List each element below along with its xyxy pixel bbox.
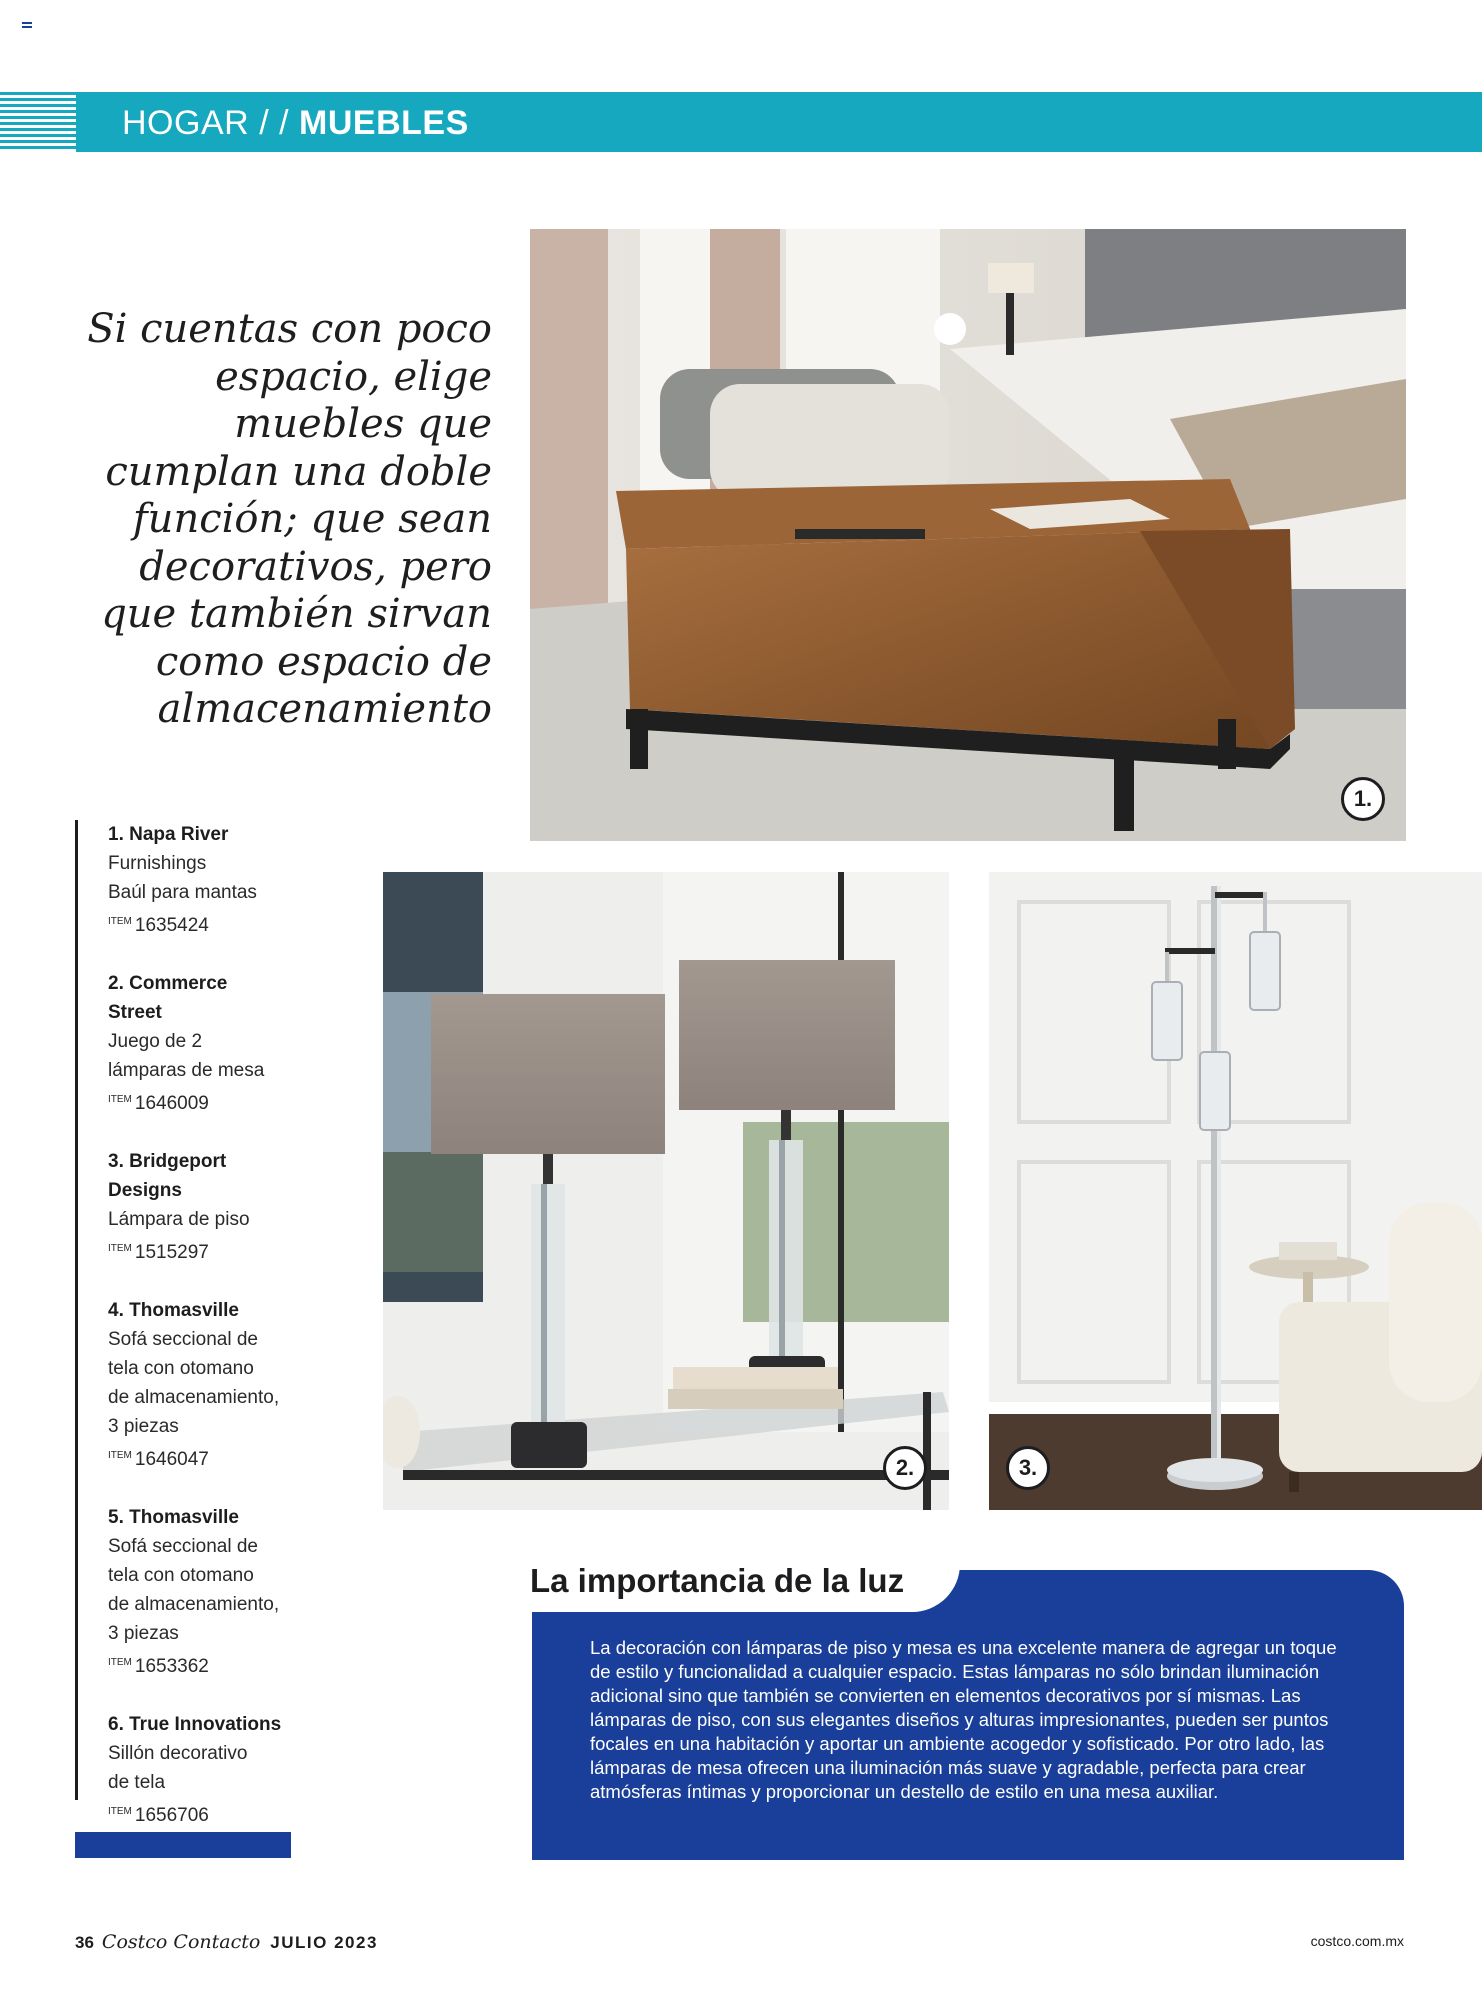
item-number-value: 1646047 <box>134 1449 209 1470</box>
product-desc-line: de tela <box>108 1772 166 1793</box>
photo-1-badge: 1. <box>1341 777 1385 821</box>
product-item-number <box>108 1797 308 1830</box>
product-desc-line: de almacenamiento, <box>108 1387 280 1408</box>
product-item <box>108 1296 308 1474</box>
magazine-name: Costco Contacto <box>101 1931 261 1953</box>
product-item-number <box>108 907 308 940</box>
product-item <box>108 969 308 1118</box>
product-name: 5. Thomasville <box>108 1507 239 1528</box>
light-section-body: La decoración con lámparas de piso y mesa es una excelente manera de agregar un toque de estilo y funcionalidad a cualquier espacio. Estas lámparas no sólo brindan iluminación adicional sino que también se convierten en elementos decorativos por sí mismas. Las lámparas de piso, con sus elegantes diseños y alturas impresionantes, pueden ser puntos focales en una habitación y aportar un ambiente acogedor y sofisticado. Por otro lado, las lámparas de mesa ofrecen una iluminación más suave y agradable, perfecta para crear atmósferas íntimas y proporcionar un destello de estilo en una mesa auxiliar. <box>590 1637 1337 1802</box>
product-list-rule <box>75 820 78 1800</box>
item-number-value: 1656706 <box>134 1805 209 1826</box>
product-name: 2. Commerce Street <box>108 973 228 1023</box>
photo-table-lamps <box>383 872 949 1510</box>
item-label: ITEM <box>108 1450 132 1461</box>
product-desc-line: lámparas de mesa <box>108 1060 265 1081</box>
product-name: 1. Napa River <box>108 824 229 845</box>
item-number-value: 1646009 <box>134 1093 209 1114</box>
item-label: ITEM <box>108 1806 132 1817</box>
product-desc-line: 3 piezas <box>108 1416 179 1437</box>
product-name: 3. Bridgeport Designs <box>108 1151 227 1201</box>
header-section: HOGAR <box>122 104 250 142</box>
product-desc-line: tela con otomano <box>108 1358 254 1379</box>
product-item-number <box>108 1234 308 1267</box>
product-item <box>108 1147 308 1267</box>
item-number-value: 1635424 <box>134 915 209 936</box>
photo-storage-chest <box>530 229 1406 841</box>
product-desc-line: de almacenamiento, <box>108 1594 280 1615</box>
product-item-number <box>108 1085 308 1118</box>
page-number: 36 <box>75 1933 94 1952</box>
pull-quote: Si cuentas con poco espacio, elige muebles que cumplan una doble función; que sean decorativos, pero que también sirvan como espacio de almacenamiento <box>87 306 492 732</box>
header-subsection: MUEBLES <box>299 104 469 142</box>
item-label: ITEM <box>108 1243 132 1254</box>
product-desc-line: tela con otomano <box>108 1565 254 1586</box>
product-item-number <box>108 1648 308 1681</box>
product-desc-line: Lámpara de piso <box>108 1209 250 1230</box>
issue-date: JULIO 2023 <box>270 1933 378 1952</box>
header-separator: / / <box>259 104 290 142</box>
product-item <box>108 1503 308 1681</box>
photo-3-badge: 3. <box>1006 1446 1050 1490</box>
item-number-value: 1653362 <box>134 1656 209 1677</box>
section-header-title <box>122 104 469 143</box>
footer-website: costco.com.mx <box>1310 1933 1404 1949</box>
product-name: 4. Thomasville <box>108 1300 239 1321</box>
product-desc-line: Sillón decorativo <box>108 1743 248 1764</box>
product-list-accent-bar <box>75 1832 291 1858</box>
product-desc-line: 3 piezas <box>108 1623 179 1644</box>
product-item <box>108 820 308 940</box>
product-item <box>108 1710 308 1830</box>
footer-left <box>75 1931 378 1953</box>
product-desc-line: Sofá seccional de <box>108 1536 258 1557</box>
header-stripes <box>0 92 76 152</box>
product-desc-line: Juego de 2 <box>108 1031 203 1052</box>
photo-2-badge: 2. <box>883 1446 927 1490</box>
light-section-title: La importancia de la luz <box>530 1562 905 1599</box>
item-number-value: 1515297 <box>134 1242 209 1263</box>
product-desc-line: Baúl para mantas <box>108 882 257 903</box>
product-list <box>108 820 308 1859</box>
item-label: ITEM <box>108 916 132 927</box>
item-label: ITEM <box>108 1094 132 1105</box>
menu-icon <box>22 22 32 30</box>
product-name: 6. True Innovations <box>108 1714 282 1735</box>
photo-floor-lamp <box>989 872 1482 1510</box>
product-desc-line: Sofá seccional de <box>108 1329 258 1350</box>
product-item-number <box>108 1441 308 1474</box>
product-desc-line: Furnishings <box>108 853 207 874</box>
item-label: ITEM <box>108 1657 132 1668</box>
